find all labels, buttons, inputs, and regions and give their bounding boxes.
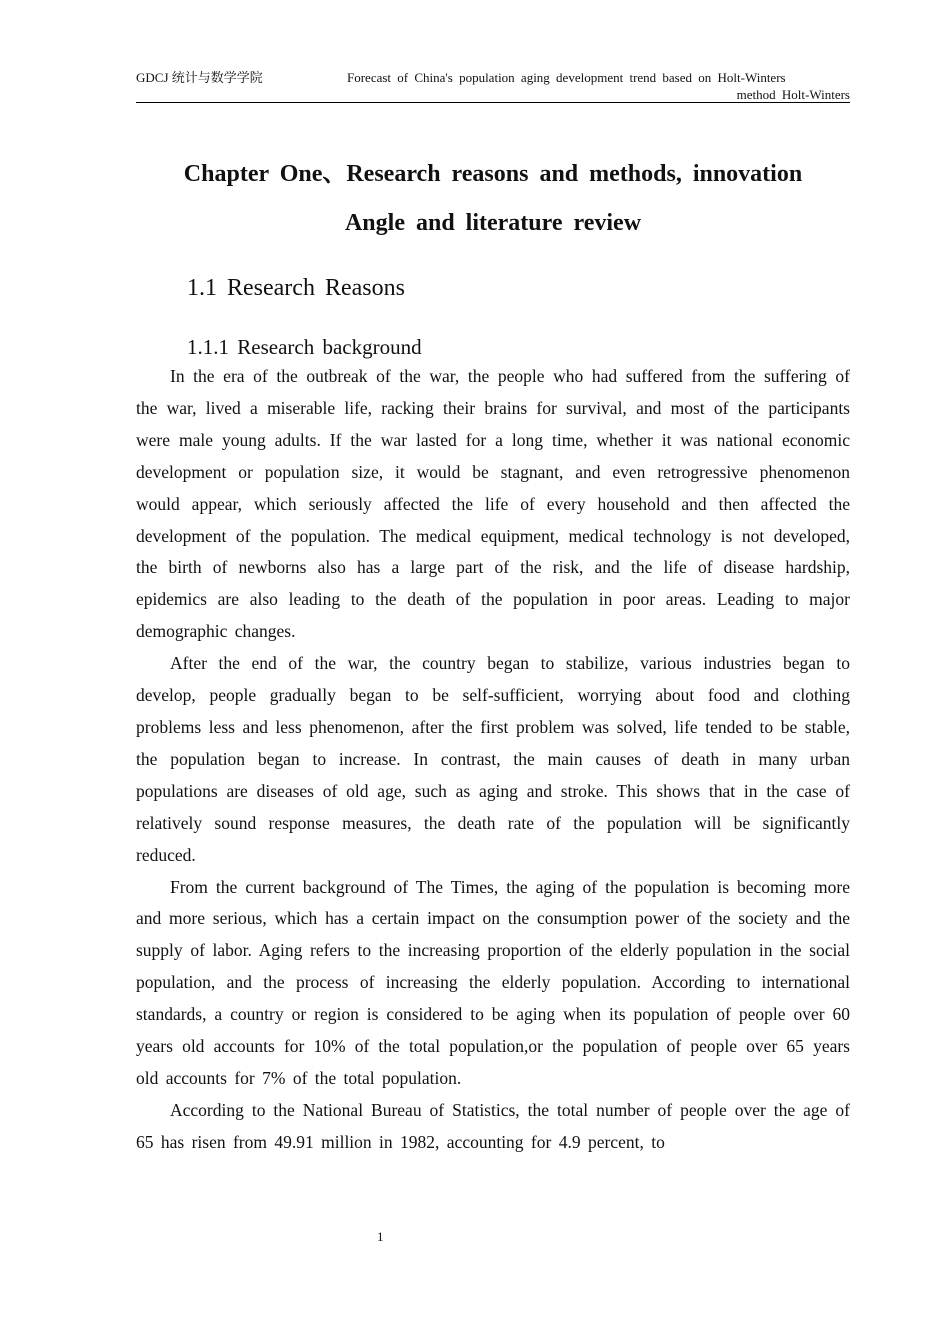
chapter-title-line-1: Chapter One、Research reasons and methods, innovation <box>183 161 803 187</box>
page-number: 1 <box>377 1229 384 1244</box>
paragraph: According to the National Bureau of Statistics, the total number of people over the age of 65 has risen from 49.91 million in 1982, accounting for 4.9 percent, to <box>136 1099 850 1152</box>
subsection-heading: 1.1.1 Research background <box>187 335 422 359</box>
chapter-title <box>136 150 850 248</box>
section-heading: 1.1 Research Reasons <box>187 275 405 301</box>
paragraph: In the era of the outbreak of the war, the people who had suffered from the suffering of the war, lived a miserable life, racking their brains for survival, and most of the participants were male young adults. If the war lasted for a long time, whether it was national economic development or population size, it would be stagnant, and even retrogressive phenomenon would appear, which seriously affected the life of every household and then affected the development of the population. The medical equipment, medical technology is not developed, the birth of newborns also has a large part of the risk, and the life of disease hardship, epidemics are also leading to the death of the population in poor areas. Leading to major demographic changes. <box>136 366 850 642</box>
header-paper-title-continued: method Holt-Winters <box>736 87 850 102</box>
running-header <box>136 66 850 103</box>
paragraph: After the end of the war, the country began to stabilize, various industries began to develop, people gradually began to be self-sufficient, worrying about food and clothing problems less and less phenomenon, after the first problem was solved, life tended to be stable, the population began to increase. In contrast, the main causes of death in many urban populations are diseases of old age, such as aging and stroke. This shows that in the case of relatively sound response measures, the death rate of the population will be significantly reduced. <box>136 653 850 865</box>
chapter-title-line-2: Angle and literature review <box>344 210 642 236</box>
body-text <box>136 361 850 1159</box>
header-paper-title: Forecast of China's population aging development trend based on Holt-Winters <box>347 70 786 85</box>
paragraph: From the current background of The Times, the aging of the population is becoming more and more serious, which has a certain impact on the consumption power of the society and the supply of labor. Aging refers to the increasing proportion of the elderly population in the social population, and the process of increasing the elderly population. According to international standards, a country or region is considered to be aging when its population of people over 60 years old accounts for 10% of the total population,or the population of people over 65 years old accounts for 7% of the total population. <box>136 876 850 1088</box>
header-institution: GDCJ 统计与数学学院 <box>136 70 263 85</box>
